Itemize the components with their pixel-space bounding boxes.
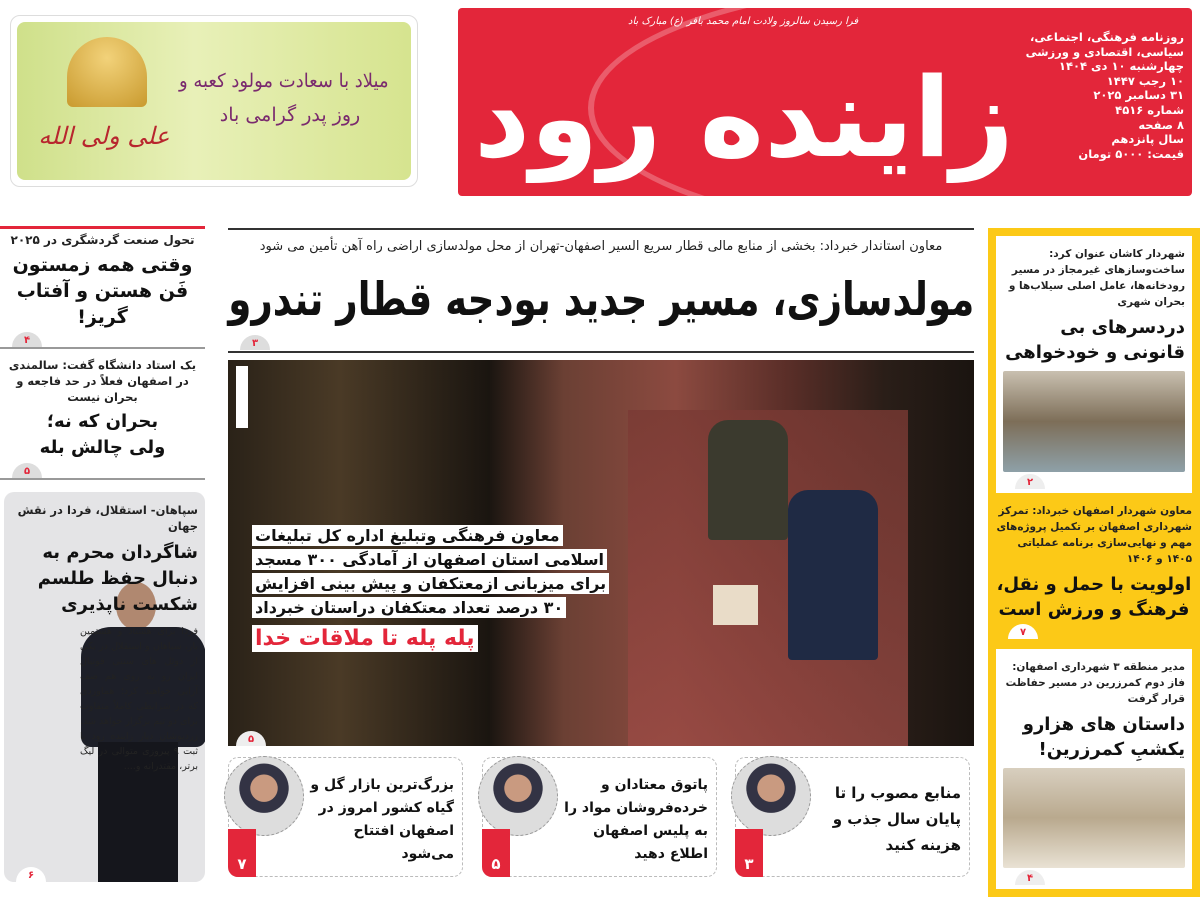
- bottom-story-1[interactable]: [735, 757, 970, 877]
- issue-info-line: ۱۰ رجب ۱۴۴۷: [1106, 73, 1184, 88]
- divider: [0, 478, 205, 480]
- newspaper-logo: [473, 54, 1016, 182]
- divider: [228, 228, 974, 230]
- kicker: سپاهان- استقلال، فردا در نقش جهان: [17, 503, 198, 533]
- main-headline-text[interactable]: مولدسازی، مسیر جدید بودجه قطار تندرو: [228, 272, 974, 326]
- greeting-line: [179, 64, 395, 98]
- bottom-story-3[interactable]: [228, 757, 463, 877]
- quran-stand: [713, 585, 758, 625]
- issue-info-line: ۸ صفحه: [1138, 117, 1184, 132]
- issue-info: [1026, 30, 1184, 161]
- main-kicker-text: معاون استاندار خبرداد: بخشی از منابع مالی قطار سریع السیر اصفهان-تهران از محل مولدسازی اراضی راه آهن تأمین می شود: [259, 239, 943, 254]
- headline: داستان های هزارو یکشبِ کمرزرین!: [1022, 713, 1185, 760]
- person-portrait: [224, 756, 304, 836]
- page-number: ۳: [735, 829, 763, 877]
- caption-line: ۳۰ درصد تعداد معتکفان دراستان خبرداد: [252, 597, 566, 618]
- bottom-story-2[interactable]: [482, 757, 717, 877]
- main-kicker: [228, 238, 974, 255]
- right-story-2[interactable]: [996, 501, 1192, 641]
- photo-headline: پله پله تا ملاقات خدا: [252, 625, 478, 652]
- page-number: ۶: [16, 867, 46, 882]
- photo-caption: [252, 525, 609, 655]
- greeting-line-text: میلاد با سعادت مولود کعبه و: [179, 70, 390, 92]
- issue-info-line: قیمت: ۵۰۰۰ تومان: [1078, 146, 1184, 161]
- restoration-site-photo: [1003, 768, 1185, 869]
- calligraphy-text: علی ولی الله: [38, 122, 170, 150]
- right-story-3[interactable]: [996, 649, 1192, 890]
- page-number: ۳: [240, 335, 270, 350]
- page-number: ۷: [1008, 624, 1038, 639]
- divider: [228, 351, 974, 353]
- issue-info-line: شماره ۴۵۱۶: [1115, 102, 1184, 117]
- greeting-text: [179, 64, 395, 132]
- greeting-line: [185, 98, 395, 132]
- page-number: ۴: [12, 332, 42, 347]
- greeting-line-text: روز پدر گرامی باد: [219, 104, 361, 126]
- page-number: ۲: [1015, 474, 1045, 489]
- calligraphy: [29, 122, 179, 150]
- person-figure: [788, 490, 878, 660]
- headline: دردسرهای بی قانونی و خودخواهی: [1005, 317, 1185, 363]
- headline: اولویت با حمل و نقل، فرهنگ و ورزش است: [996, 573, 1192, 620]
- page-number: ۵: [236, 731, 266, 746]
- logo-text: زاینده رود: [473, 54, 1014, 182]
- headline: شاگردان محرم به دنبال حفظ طلسم شکست ناپذیری: [37, 542, 198, 615]
- person-figure: [708, 420, 788, 540]
- main-headline[interactable]: [228, 268, 974, 330]
- issue-info-line: چهارشنبه ۱۰ دی ۱۴۰۴: [1058, 59, 1184, 74]
- page-number: ۵: [12, 463, 42, 478]
- person-portrait: [478, 756, 558, 836]
- kicker: مدیر منطقه ۳ شهرداری اصفهان: فاز دوم کمرزرین در مسیر حفاظت قرار گرفت: [1005, 660, 1185, 705]
- kicker: شهردار کاشان عنوان کرد: ساخت‌وسازهای غیرمجاز در مسیر رودخانه‌ها، عامل اصلی سیلاب‌ها و بحران شهری: [1008, 248, 1185, 308]
- kicker: معاون شهردار اصفهان خبرداد: تمرکز شهرداری اصفهان بر تکمیل پروژه‌های مهم و نهایی‌سازی برنامه عملیاتی ۱۴۰۵ و ۱۴۰۶: [996, 504, 1192, 565]
- shrine-dome-image: [67, 37, 147, 107]
- issue-info-line: سال پانزدهم: [1111, 132, 1184, 147]
- story-body: فردا برای هشتاد و هشتمین بار، سپاهان و استقلال در یکی از دوئل های سنتی فوتبال ایران رو به روی هم صف آرایی خواهند کرد؛ هماوردی که در شرایطی کاملاً متفاوت برای دو تیم برگزار خواهد شد. زردپوشان دیار زاینده رود با ثبت ۹ پیروزی متوالی در لیگ برتر، مقتدرانه و....: [80, 626, 199, 772]
- headline: منابع مصوب را تا پایان سال جذب و هزینه کنید: [832, 784, 961, 854]
- headline: وقتی همه زمستون فَن هستن و آفتاب گریز!: [12, 254, 193, 328]
- flood-channel-photo: [1003, 371, 1185, 472]
- kicker: یک استاد دانشگاه گفت: سالمندی در اصفهان فعلاً در حد فاجعه و بحران نیست: [8, 358, 197, 404]
- greeting-banner-ad[interactable]: [10, 15, 418, 187]
- left-item-2[interactable]: [0, 357, 205, 461]
- photographer-credit: [236, 366, 248, 428]
- masthead: [458, 8, 1192, 196]
- right-story-1[interactable]: [996, 236, 1192, 493]
- page-number: ۷: [228, 829, 256, 877]
- person-portrait: [731, 756, 811, 836]
- headline: بحران که نه؛ ولی چالش بله: [39, 411, 166, 458]
- tagline: فرا رسیدن سالروز ولادت امام محمد باقر (ع) مبارک باد: [628, 16, 859, 27]
- issue-info-line: روزنامه فرهنگی، اجتماعی،: [1030, 30, 1184, 44]
- caption-line: اسلامی استان اصفهان از آمادگی ۳۰۰ مسجد: [252, 549, 607, 570]
- issue-info-line: سیاسی، اقتصادی و ورزشی: [1025, 44, 1184, 59]
- caption-line: برای میزبانی ازمعتکفان و پیش بینی افزایش: [252, 573, 609, 594]
- headline: بزرگ‌ترین بازار گل و گیاه کشور امروز در اصفهان افتتاح می‌شود: [310, 777, 454, 862]
- kicker: تحول صنعت گردشگری در ۲۰۲۵: [10, 233, 195, 247]
- page-number: ۴: [1015, 870, 1045, 885]
- issue-info-line: ۳۱ دسامبر ۲۰۲۵: [1093, 88, 1184, 103]
- right-column: [988, 228, 1200, 897]
- divider: [0, 347, 205, 349]
- divider: [0, 226, 205, 229]
- sport-story[interactable]: [4, 492, 205, 882]
- headline: پاتوق معتادان و خرده‌فروشان مواد را به پلیس اصفهان اطلاع دهید: [564, 777, 708, 862]
- main-photo-mosque[interactable]: [228, 360, 974, 746]
- caption-line: معاون فرهنگی وتبلیغ اداره کل تبلیغات: [252, 525, 563, 546]
- page-number: ۵: [482, 829, 510, 877]
